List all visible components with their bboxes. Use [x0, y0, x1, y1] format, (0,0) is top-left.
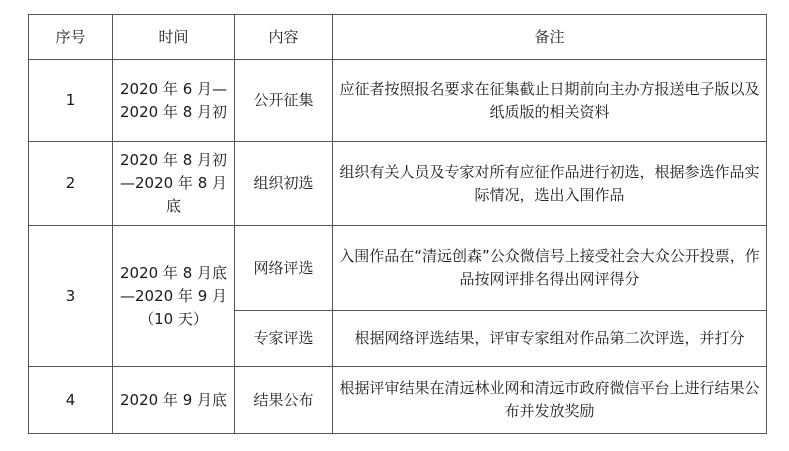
cell-content: 组织初选	[235, 142, 333, 226]
cell-time: 2020 年 8 月底—2020 年 9 月（10 天）	[113, 226, 235, 367]
table-row	[29, 142, 767, 226]
cell-number: 3	[29, 226, 113, 367]
cell-remarks: 应征者按照报名要求在征集截止日期前向主办方报送电子版以及纸质版的相关资料	[333, 60, 767, 142]
table-header-row	[29, 15, 767, 60]
header-number: 序号	[29, 15, 113, 60]
cell-number: 1	[29, 60, 113, 142]
table-row	[29, 60, 767, 142]
table-row	[29, 367, 767, 434]
schedule-table	[28, 14, 767, 434]
cell-remarks: 根据评审结果在清远林业网和清远市政府微信平台上进行结果公布并发放奖励	[333, 367, 767, 434]
cell-time: 2020 年 8 月初—2020 年 8 月底	[113, 142, 235, 226]
schedule-table-wrapper	[28, 14, 767, 434]
cell-time: 2020 年 6 月—2020 年 8 月初	[113, 60, 235, 142]
cell-remarks: 入围作品在“清远创森”公众微信号上接受社会大众公开投票，作品按网评排名得出网评得分	[333, 226, 767, 311]
cell-remarks: 组织有关人员及专家对所有应征作品进行初选，根据参选作品实际情况，选出入围作品	[333, 142, 767, 226]
table-row	[29, 226, 767, 311]
cell-number: 4	[29, 367, 113, 434]
cell-time: 2020 年 9 月底	[113, 367, 235, 434]
cell-content: 专家评选	[235, 311, 333, 367]
header-time: 时间	[113, 15, 235, 60]
header-remarks: 备注	[333, 15, 767, 60]
header-content: 内容	[235, 15, 333, 60]
cell-content: 网络评选	[235, 226, 333, 311]
cell-number: 2	[29, 142, 113, 226]
cell-content: 公开征集	[235, 60, 333, 142]
cell-remarks: 根据网络评选结果，评审专家组对作品第二次评选，并打分	[333, 311, 767, 367]
cell-content: 结果公布	[235, 367, 333, 434]
